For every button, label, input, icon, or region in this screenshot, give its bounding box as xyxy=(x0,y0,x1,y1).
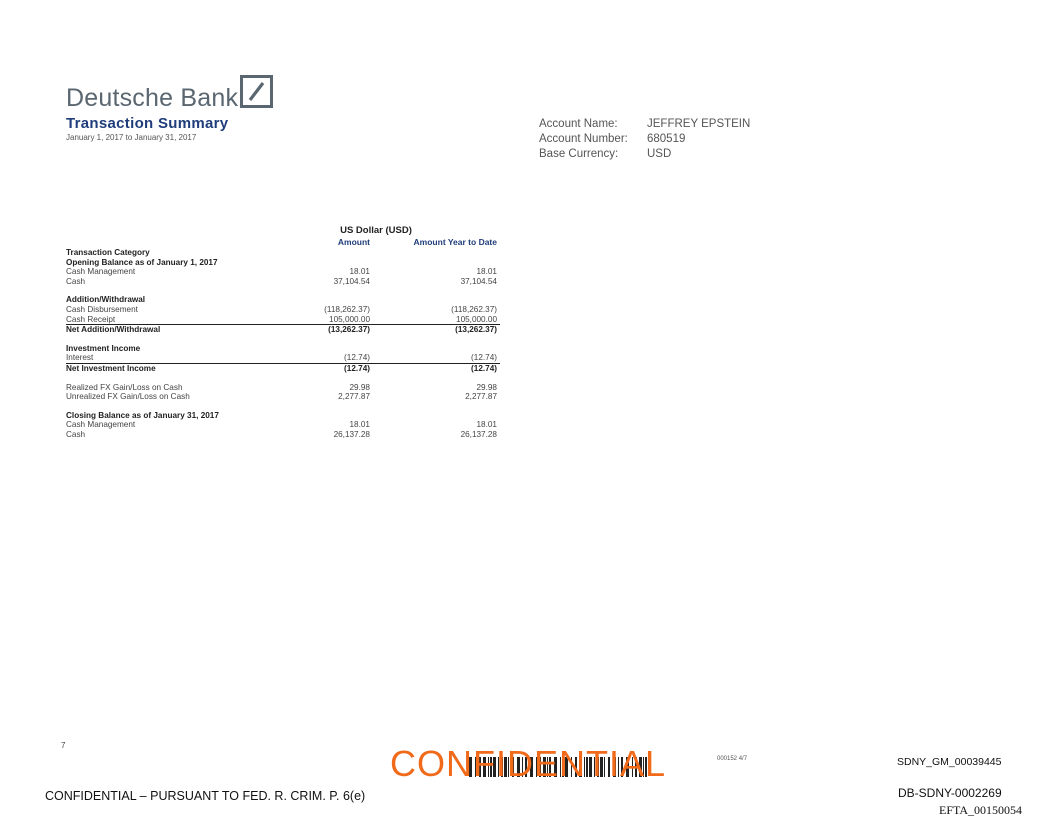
ytd-column-header: Amount Year to Date xyxy=(413,237,497,247)
currency-header: US Dollar (USD) xyxy=(340,225,412,236)
row-ytd-amount: 18.01 xyxy=(476,420,497,430)
row-label: Interest xyxy=(66,353,94,363)
table-row xyxy=(66,344,500,354)
bank-name: Deutsche Bank xyxy=(66,84,239,112)
row-label: Cash Management xyxy=(66,267,136,277)
row-ytd-amount: (118,262.37) xyxy=(451,304,497,314)
row-label: Opening Balance as of January 1, 2017 xyxy=(66,257,218,267)
table-row xyxy=(66,295,500,305)
table-row xyxy=(66,392,500,402)
table-row xyxy=(66,430,500,440)
deutsche-bank-logo-icon xyxy=(240,75,273,108)
row-amount: (12.74) xyxy=(344,353,370,363)
statement-period: January 1, 2017 to January 31, 2017 xyxy=(66,133,197,142)
row-ytd-amount: 18.01 xyxy=(476,267,497,277)
row-label: Cash xyxy=(66,429,86,439)
table-row xyxy=(66,324,500,335)
account-values xyxy=(647,117,750,162)
row-ytd-amount: (12.74) xyxy=(471,363,497,373)
efta-bates-number: EFTA_00150054 xyxy=(939,803,1023,817)
account-number-label: Account Number: xyxy=(539,133,628,145)
row-amount: 18.01 xyxy=(349,420,370,430)
table-row xyxy=(66,383,500,393)
amount-column-header: Amount xyxy=(337,237,370,247)
confidential-stamp: CONFIDENTIAL xyxy=(390,743,667,784)
row-label: Investment Income xyxy=(66,343,141,353)
table-row xyxy=(66,315,500,325)
account-number-value: 680519 xyxy=(647,133,686,145)
row-amount: (12.74) xyxy=(344,363,370,373)
table-row xyxy=(66,363,500,374)
document-title: Transaction Summary xyxy=(66,115,229,132)
row-amount: 105,000.00 xyxy=(329,314,370,324)
table-row xyxy=(66,267,500,277)
sdny-bates-number: SDNY_GM_00039445 xyxy=(897,756,1002,768)
row-ytd-amount: 29.98 xyxy=(476,382,497,392)
row-label: Net Investment Income xyxy=(66,363,156,373)
row-label: Realized FX Gain/Loss on Cash xyxy=(66,382,183,392)
table-row xyxy=(66,277,500,287)
table-row xyxy=(66,248,500,258)
page-sequence-code: 000152 4/7 xyxy=(717,756,748,762)
row-ytd-amount: 105,000.00 xyxy=(456,314,497,324)
base-currency-value: USD xyxy=(647,148,672,160)
row-label: Closing Balance as of January 31, 2017 xyxy=(66,410,219,420)
row-amount: (118,262.37) xyxy=(324,304,370,314)
row-ytd-amount: 2,277.87 xyxy=(465,392,497,402)
row-amount: 29.98 xyxy=(349,382,370,392)
row-label: Cash Management xyxy=(66,420,136,430)
table-row xyxy=(66,353,500,363)
table-row xyxy=(66,411,500,421)
row-ytd-amount: (13,262.37) xyxy=(455,325,497,335)
table-row xyxy=(66,258,500,268)
base-currency-label: Base Currency: xyxy=(539,148,619,160)
row-ytd-amount: 26,137.28 xyxy=(460,429,497,439)
table-row xyxy=(66,420,500,430)
row-amount: 2,277.87 xyxy=(338,392,370,402)
row-label: Cash Receipt xyxy=(66,314,116,324)
db-sdny-bates-number: DB-SDNY-0002269 xyxy=(898,786,1002,800)
row-label: Addition/Withdrawal xyxy=(66,295,146,305)
row-label: Cash xyxy=(66,276,86,286)
account-name-label: Account Name: xyxy=(539,118,618,130)
table-row xyxy=(66,305,500,315)
row-label: Transaction Category xyxy=(66,248,150,257)
row-amount: 26,137.28 xyxy=(333,429,370,439)
page-number: 7 xyxy=(61,741,66,750)
account-labels xyxy=(539,117,628,162)
confidentiality-notice: CONFIDENTIAL – PURSUANT TO FED. R. CRIM. P. 6(e) xyxy=(45,789,366,803)
row-label: Net Addition/Withdrawal xyxy=(66,325,161,335)
row-amount: 37,104.54 xyxy=(333,276,370,286)
row-label: Cash Disbursement xyxy=(66,304,138,314)
row-label: Unrealized FX Gain/Loss on Cash xyxy=(66,392,190,402)
row-amount: (13,262.37) xyxy=(328,325,370,335)
row-ytd-amount: (12.74) xyxy=(471,353,497,363)
row-amount: 18.01 xyxy=(349,267,370,277)
table-rows xyxy=(66,248,500,440)
row-ytd-amount: 37,104.54 xyxy=(460,276,497,286)
account-name-value: JEFFREY EPSTEIN xyxy=(647,118,751,130)
